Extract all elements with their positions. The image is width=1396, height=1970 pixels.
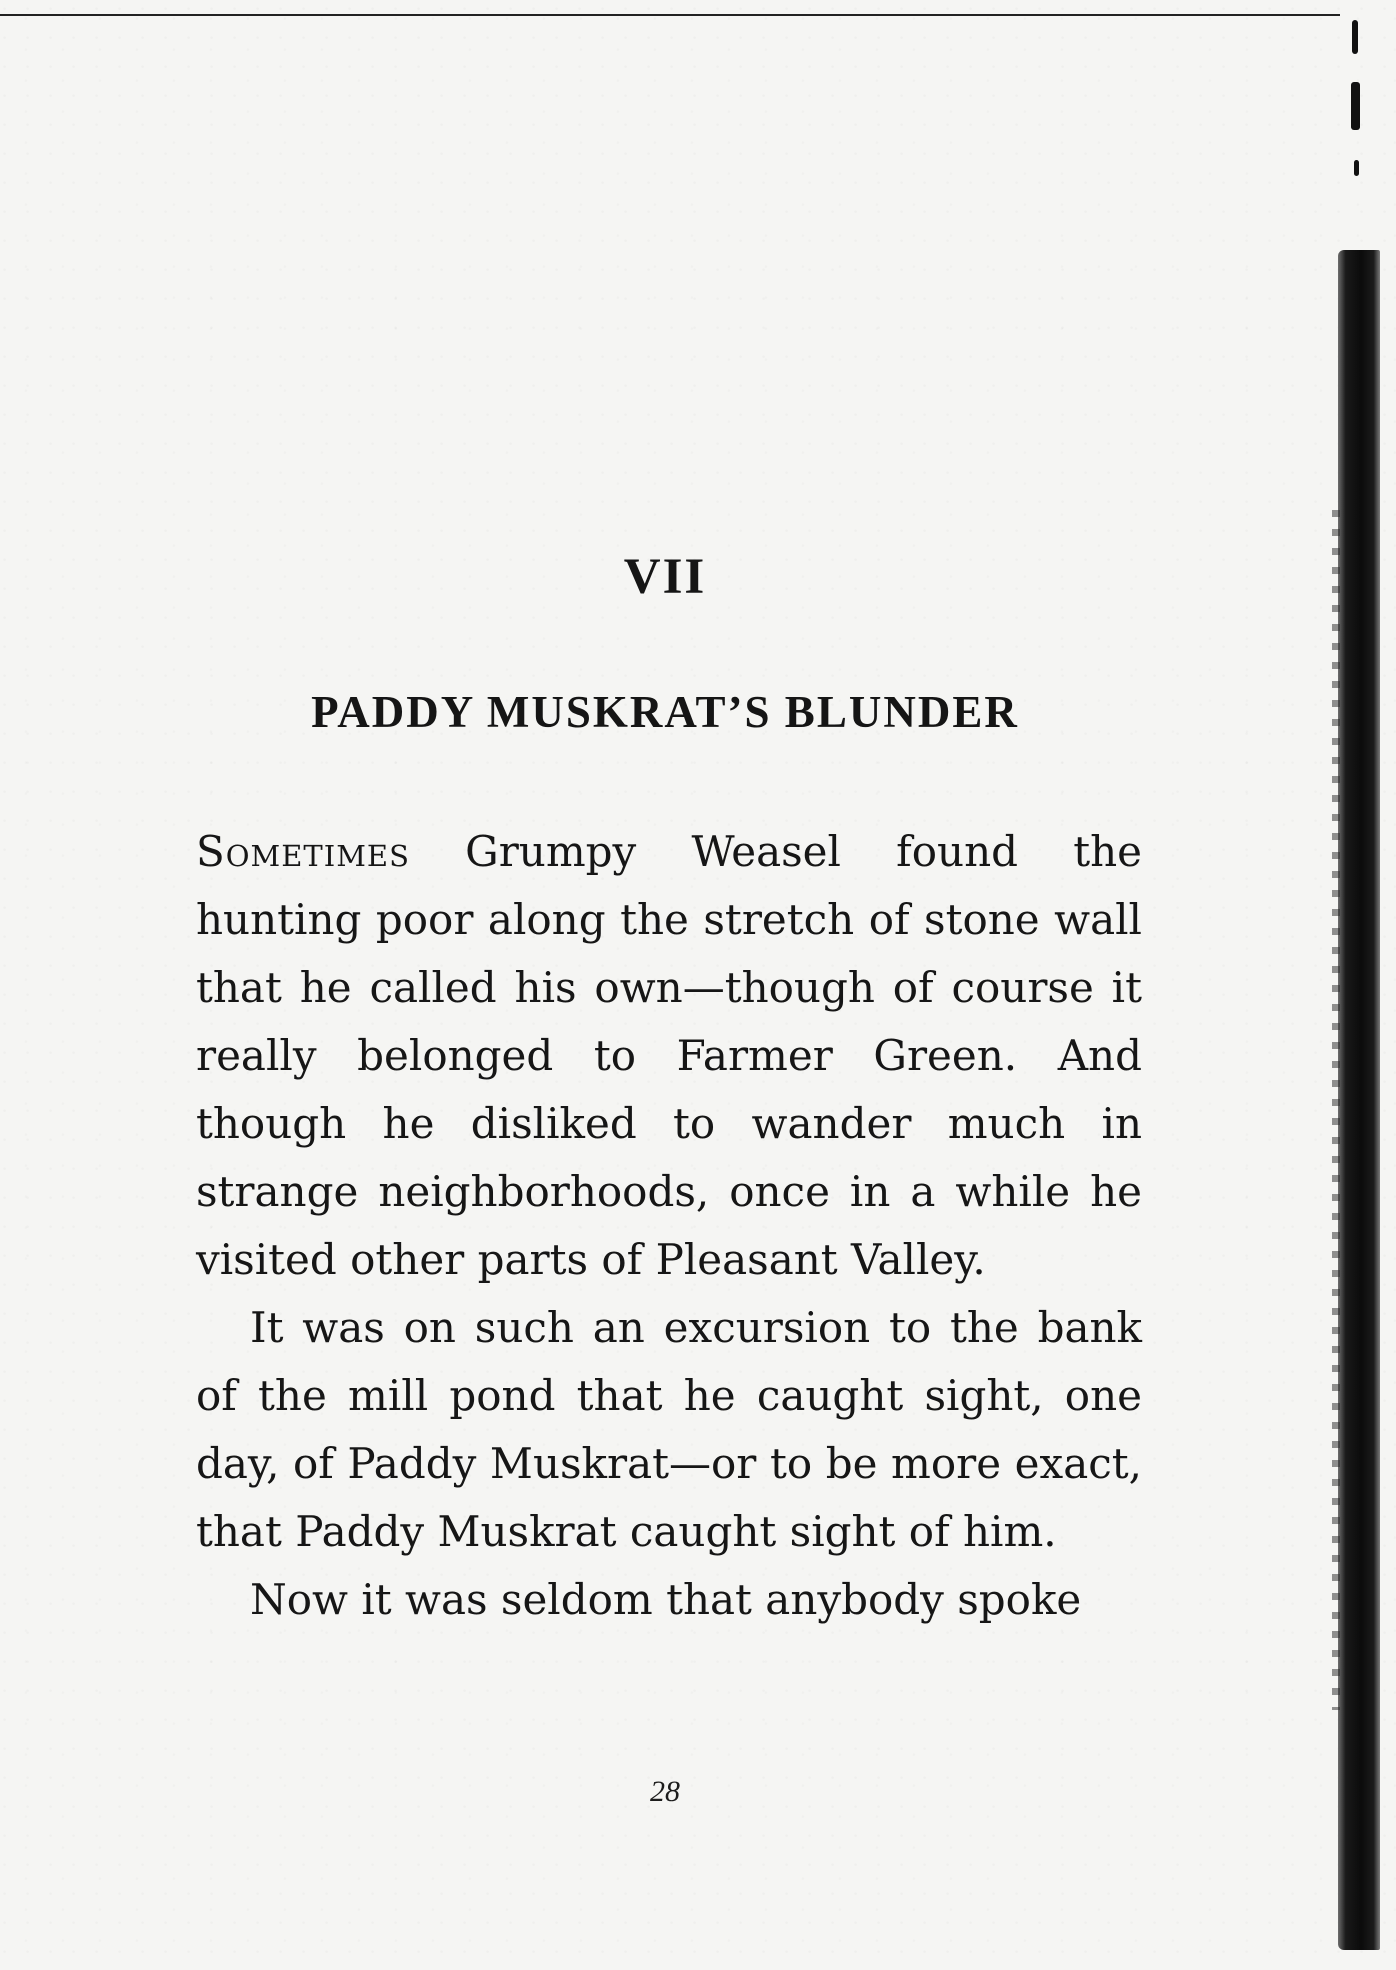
body-text — [196, 818, 1142, 1634]
chapter-title: PADDY MUSKRAT’S BLUNDER — [311, 687, 1019, 737]
page-number: 28 — [650, 1775, 680, 1808]
paragraph-1-text: Grumpy Weasel found the hunting poor along the stretch of stone wall that he called his own—though of course it really belonged to Farmer Green. And though he disliked to wander much in strange neighborhoods, once in a while he visited other parts of Pleasant Valley. — [196, 827, 1142, 1284]
chapter-number: VII — [623, 549, 707, 605]
binding-edge — [1338, 250, 1380, 1950]
binding-marks — [1348, 20, 1368, 180]
paragraph-1 — [196, 818, 1142, 1294]
paragraph-2: It was on such an excursion to the bank of the mill pond that he caught sight, one day, of Paddy Muskrat—or to be more exact, that Paddy Muskrat caught sight of him. — [196, 1303, 1142, 1556]
paragraph-lead-word: Sometimes — [196, 827, 410, 876]
top-rule — [0, 14, 1340, 16]
paragraph-3: Now it was seldom that anybody spoke — [250, 1575, 1082, 1624]
